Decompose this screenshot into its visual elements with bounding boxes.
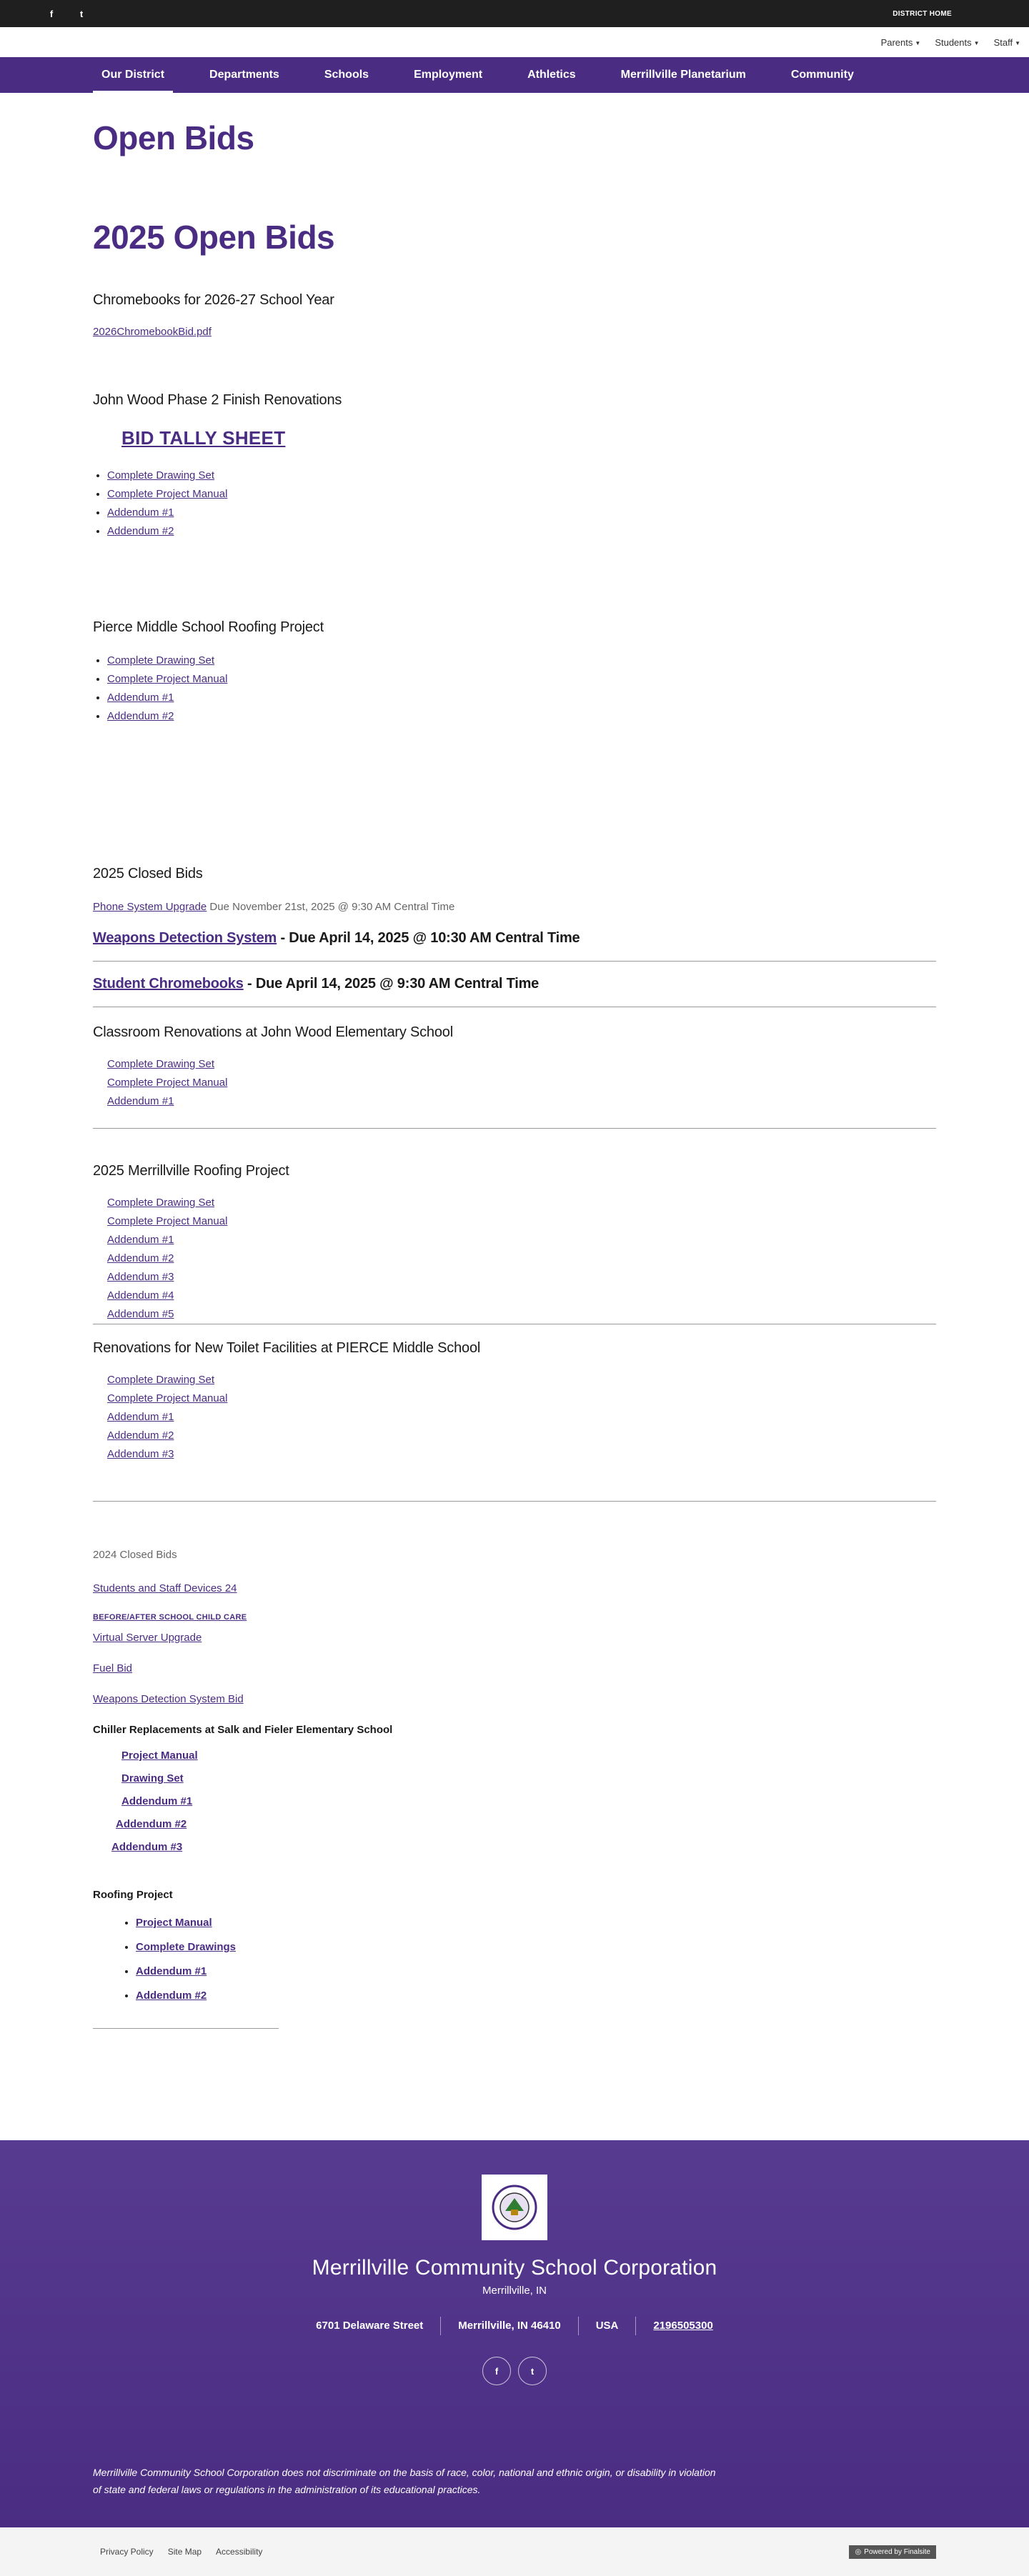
list-link[interactable]: Complete Drawing Set [107, 1197, 215, 1209]
pierce-roofing-heading: Pierce Middle School Roofing Project [93, 619, 324, 636]
list-link[interactable]: Addendum #2 [136, 1990, 207, 2002]
district-home-link[interactable]: DISTRICT HOME [893, 9, 952, 18]
list-link[interactable]: Complete Project Manual [107, 1215, 228, 1228]
roofing-2025-heading: 2025 Merrillville Roofing Project [93, 1163, 289, 1179]
divider [93, 2028, 279, 2029]
list-link[interactable]: Addendum #1 [107, 692, 174, 704]
page-title: Open Bids [93, 119, 254, 156]
list-item [107, 485, 936, 504]
list-link[interactable]: Addendum #3 [107, 1448, 174, 1461]
phone-system-due: Due November 21st, 2025 @ 9:30 AM Central Time [207, 901, 455, 914]
chromebooks-line [93, 976, 936, 992]
bid-tally-link[interactable]: BID TALLY SHEET [121, 427, 286, 449]
list-item [107, 707, 936, 726]
twitter-icon[interactable]: t [79, 8, 84, 19]
chromebook-bid-link[interactable]: 2026ChromebookBid.pdf [93, 326, 212, 339]
street: 6701 Delaware Street [299, 2317, 441, 2335]
pierce-roofing-list [107, 652, 936, 726]
list-link[interactable]: Addendum #1 [107, 1095, 174, 1108]
finalsite-icon: ◎ [855, 2547, 862, 2556]
powered-by-badge[interactable] [849, 2545, 936, 2559]
list-link[interactable]: Complete Drawing Set [107, 1374, 215, 1387]
roofing-2024-heading: Roofing Project [93, 1889, 173, 1902]
students-dropdown[interactable] [935, 37, 979, 48]
weapons-due: - Due April 14, 2025 @ 10:30 AM Central Time [277, 930, 580, 947]
nav-planetarium[interactable]: Merrillville Planetarium [620, 69, 746, 81]
toilet-list [107, 1371, 936, 1464]
list-link[interactable]: Addendum #2 [107, 1429, 174, 1442]
chevron-down-icon: ▼ [915, 39, 921, 46]
nav-departments[interactable]: Departments [209, 69, 279, 81]
list-link[interactable]: Complete Project Manual [107, 1077, 228, 1089]
list-link[interactable]: Complete Drawing Set [107, 1058, 215, 1071]
phone-system-link[interactable]: Phone System Upgrade [93, 901, 207, 914]
students-label: Students [935, 36, 972, 48]
main-content [0, 93, 1029, 2029]
list-item [107, 670, 936, 689]
chromebooks-heading: Chromebooks for 2026-27 School Year [93, 292, 334, 309]
list-link[interactable]: Complete Project Manual [107, 1392, 228, 1405]
closed-2024-heading: 2024 Closed Bids [93, 1549, 177, 1562]
site-footer [0, 2140, 1029, 2527]
twitter-icon[interactable]: t [518, 2357, 547, 2385]
list-item [136, 1960, 936, 1984]
chromebooks-due: - Due April 14, 2025 @ 9:30 AM Central Time [243, 976, 540, 992]
fuel-link[interactable]: Fuel Bid [93, 1662, 133, 1675]
audience-nav [0, 27, 1029, 57]
closed-2025-heading: 2025 Closed Bids [93, 866, 203, 882]
list-item [107, 522, 936, 541]
list-link[interactable]: Addendum #1 [121, 1795, 193, 1808]
list-item [136, 1935, 936, 1960]
student-chromebooks-link[interactable]: Student Chromebooks [93, 976, 244, 992]
page-subtitle: 2025 Open Bids [93, 218, 335, 256]
org-city: Merrillville, IN [482, 2285, 547, 2297]
list-item [136, 1984, 936, 2008]
server-link[interactable]: Virtual Server Upgrade [93, 1632, 202, 1644]
divider [93, 1501, 936, 1502]
childcare-link[interactable]: BEFORE/AFTER SCHOOL CHILD CARE [93, 1613, 247, 1622]
nav-employment[interactable]: Employment [414, 69, 483, 81]
non-discrimination-statement: Merrillville Community School Corporation does not discriminate on the basis of race, color, national and ethnic origin, or disability in violation of state and federal laws or regulations in the administration of its educational practices. [93, 2467, 716, 2495]
facebook-icon[interactable]: f [482, 2357, 511, 2385]
chevron-down-icon: ▼ [973, 39, 980, 46]
list-link[interactable]: Addendum #2 [107, 1252, 174, 1265]
list-link[interactable]: Addendum #2 [107, 710, 174, 723]
list-link[interactable]: Addendum #3 [111, 1841, 183, 1854]
country: USA [579, 2317, 637, 2335]
nav-our-district[interactable]: Our District [93, 57, 173, 93]
list-link[interactable]: Addendum #2 [107, 525, 174, 538]
list-item [136, 1911, 936, 1935]
list-item [107, 504, 936, 522]
list-link[interactable]: Complete Drawings [136, 1941, 237, 1954]
accessibility-link[interactable]: Accessibility [216, 2547, 263, 2557]
list-link[interactable]: Project Manual [121, 1749, 198, 1762]
list-link[interactable]: Addendum #1 [107, 506, 174, 519]
roofing-2025-list [107, 1194, 936, 1324]
list-link[interactable]: Addendum #1 [107, 1411, 174, 1424]
john-wood-list [107, 466, 936, 541]
list-link[interactable]: Drawing Set [121, 1772, 184, 1785]
social-links [46, 9, 87, 19]
privacy-link[interactable]: Privacy Policy [100, 2547, 154, 2557]
list-link[interactable]: Addendum #4 [107, 1289, 174, 1302]
list-link[interactable]: Complete Project Manual [107, 488, 228, 501]
list-item [107, 652, 936, 670]
divider [93, 1128, 936, 1129]
divider [93, 961, 936, 962]
org-name: Merrillville Community School Corporation [312, 2256, 717, 2280]
city-zip: Merrillville, IN 46410 [441, 2317, 578, 2335]
nav-athletics[interactable]: Athletics [527, 69, 576, 81]
facebook-icon[interactable]: f [49, 8, 54, 19]
list-link[interactable]: Addendum #2 [116, 1818, 187, 1831]
nav-schools[interactable]: Schools [324, 69, 369, 81]
top-bar [0, 0, 1029, 27]
list-item [107, 689, 936, 707]
parents-label: Parents [880, 36, 913, 48]
footer-social [0, 2357, 1029, 2385]
weapons-link[interactable]: Weapons Detection System [93, 930, 277, 947]
list-link[interactable]: Addendum #1 [107, 1234, 174, 1247]
seal-icon [489, 2182, 540, 2232]
sitemap-link[interactable]: Site Map [167, 2547, 202, 2557]
staff-dropdown[interactable] [994, 37, 1020, 48]
staff-label: Staff [993, 36, 1013, 48]
toilet-heading: Renovations for New Toilet Facilities at PIERCE Middle School [93, 1340, 481, 1357]
classroom-heading: Classroom Renovations at John Wood Elementary School [93, 1024, 453, 1041]
parents-dropdown[interactable] [881, 37, 921, 48]
legal-links [100, 2547, 262, 2557]
list-link[interactable]: Addendum #3 [107, 1271, 174, 1284]
phone-wrap [636, 2317, 730, 2335]
list-link[interactable]: Complete Drawing Set [107, 654, 215, 667]
list-link[interactable]: Addendum #1 [136, 1965, 207, 1978]
devices-link[interactable]: Students and Staff Devices 24 [93, 1582, 237, 1595]
list-item [107, 466, 936, 485]
chiller-heading: Chiller Replacements at Salk and Fieler Elementary School [93, 1724, 393, 1737]
weapons-bid-link[interactable]: Weapons Detection System Bid [93, 1693, 244, 1706]
nav-community[interactable]: Community [790, 69, 854, 81]
weapons-line [93, 930, 936, 947]
roofing-2024-list [136, 1911, 936, 2008]
powered-label: Powered by Finalsite [864, 2547, 930, 2556]
john-wood-heading: John Wood Phase 2 Finish Renovations [93, 392, 342, 409]
chevron-down-icon: ▼ [1015, 39, 1020, 46]
list-link[interactable]: Project Manual [136, 1917, 212, 1929]
list-link[interactable]: Addendum #5 [107, 1308, 174, 1321]
main-nav [0, 57, 1029, 93]
classroom-list [107, 1055, 936, 1111]
address-row [0, 2317, 1029, 2335]
list-link[interactable]: Complete Project Manual [107, 673, 228, 686]
phone-system-line [93, 901, 936, 913]
list-link[interactable]: Complete Drawing Set [107, 469, 215, 482]
district-logo [482, 2175, 547, 2240]
chiller-list [111, 1744, 936, 1859]
bottom-bar [0, 2527, 1029, 2576]
phone-link[interactable]: 2196505300 [653, 2320, 713, 2332]
